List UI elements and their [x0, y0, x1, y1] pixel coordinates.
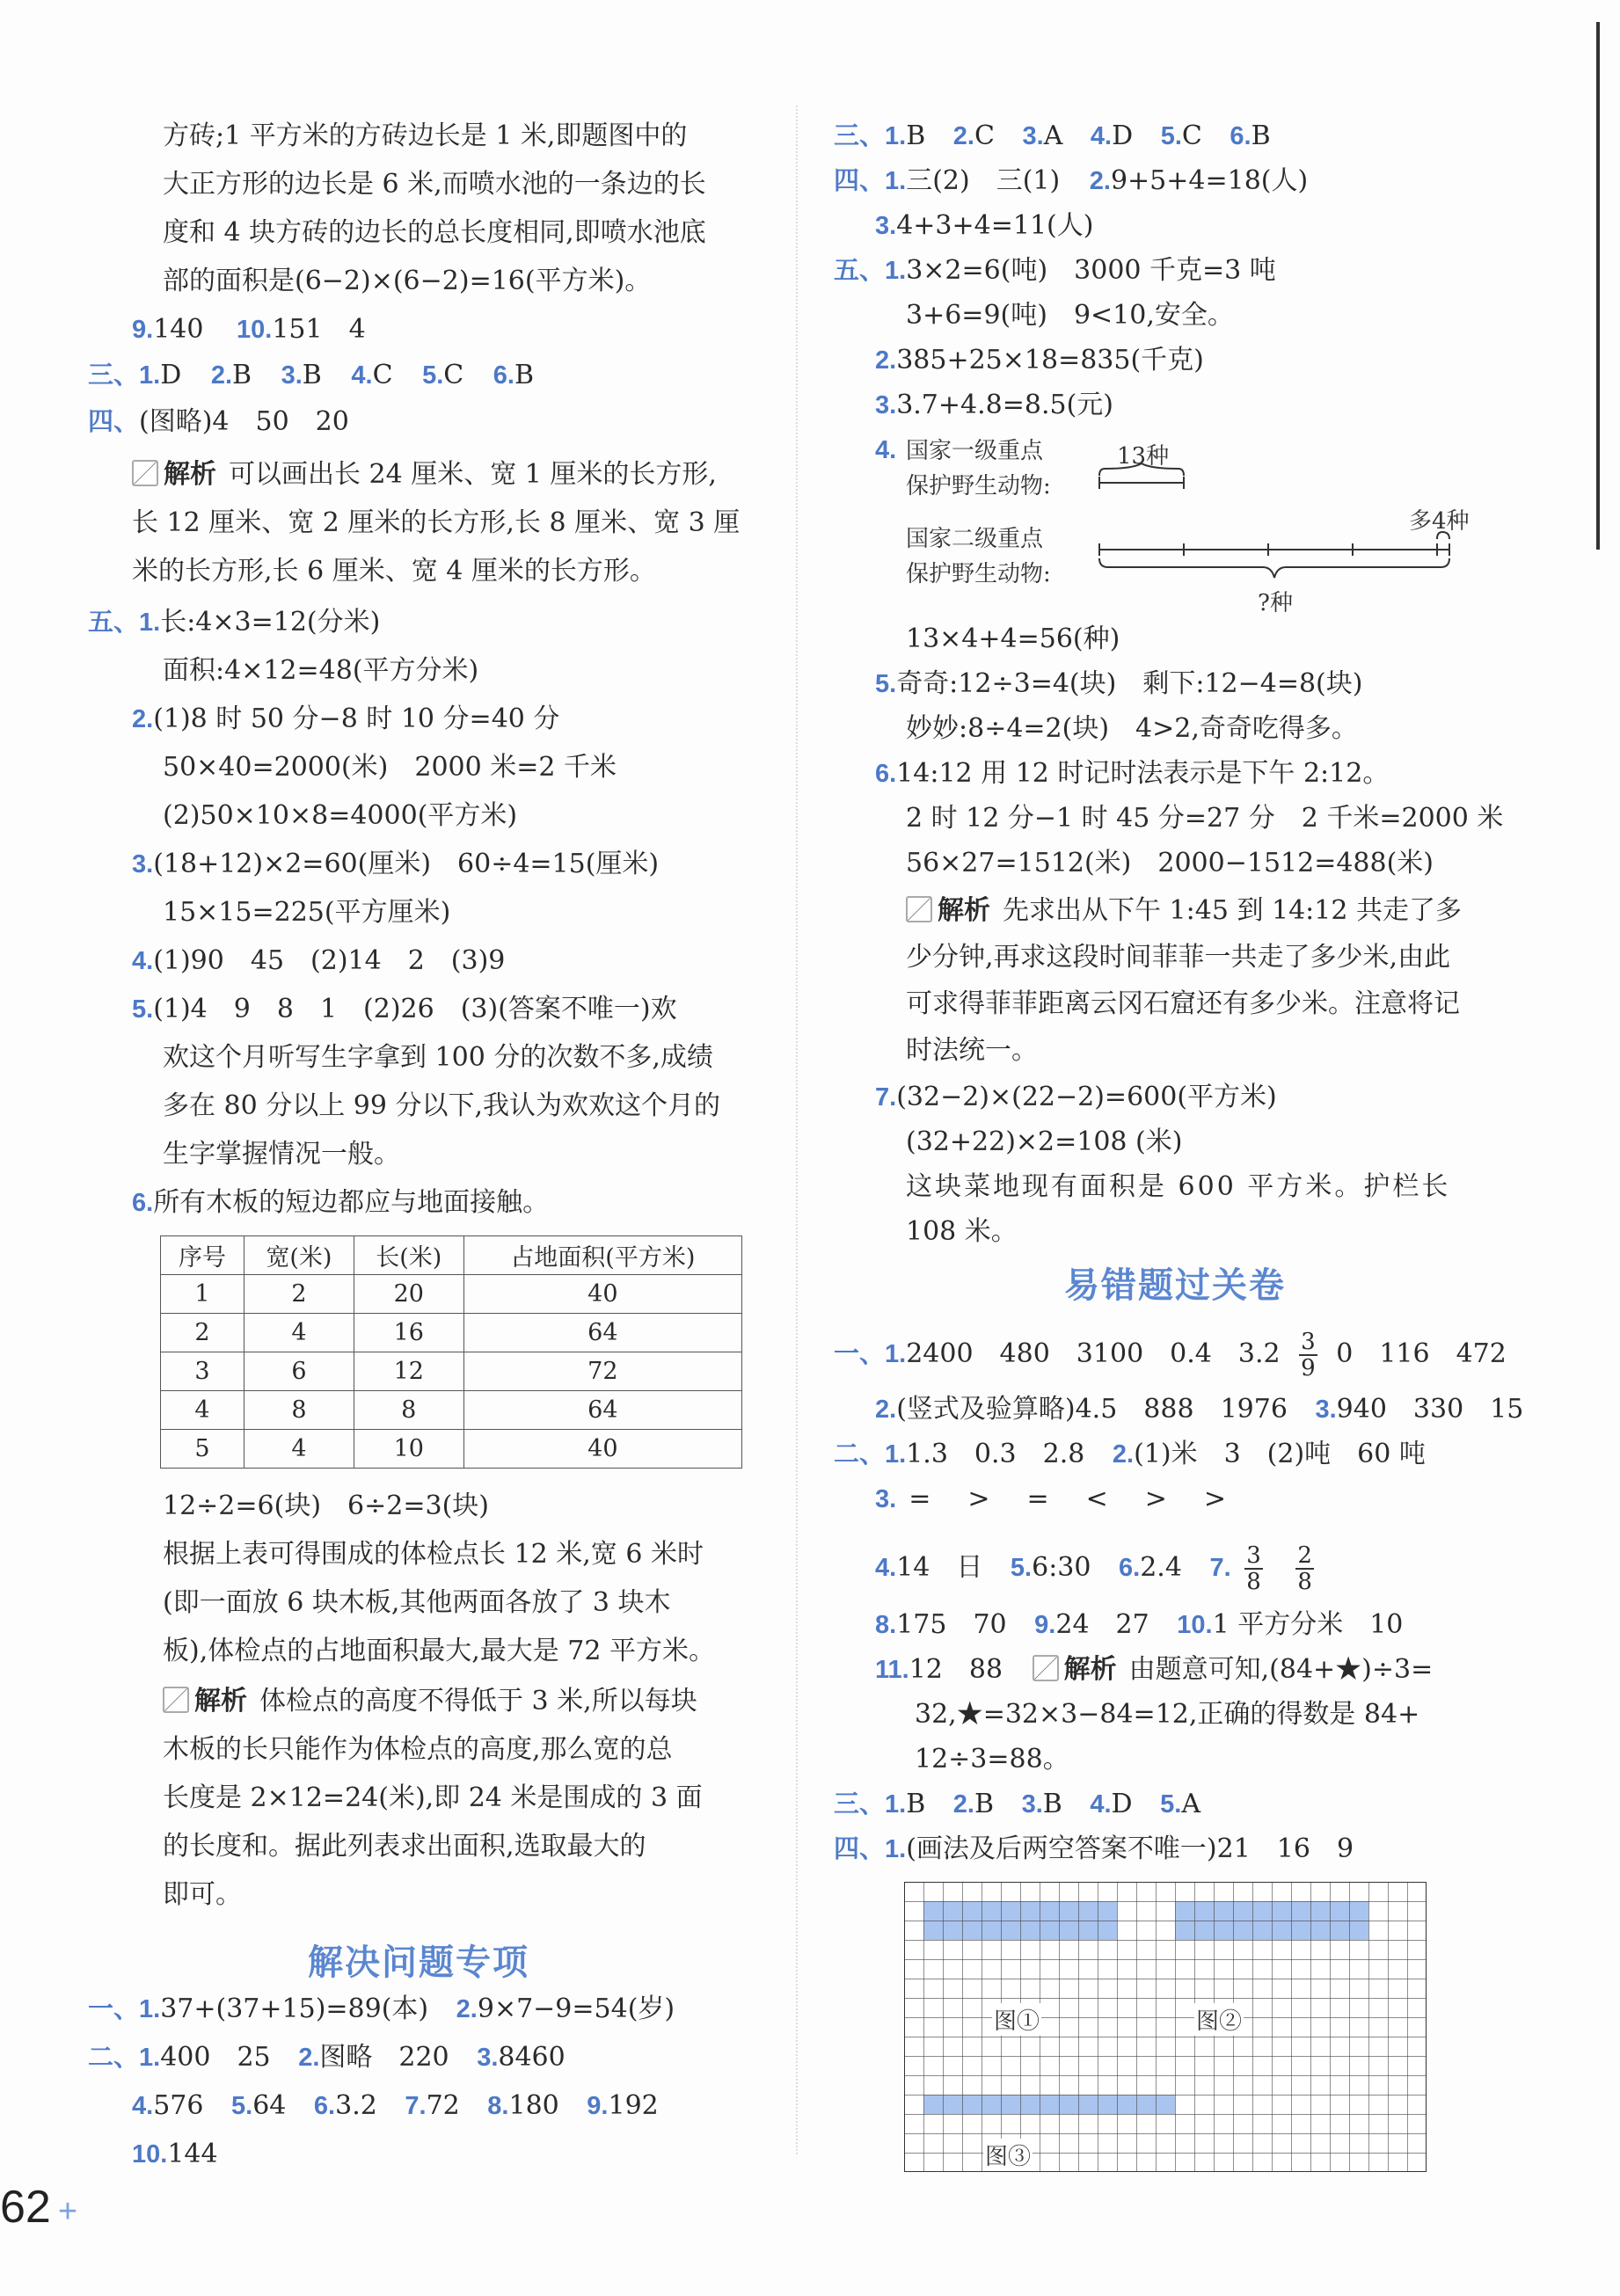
right-wu3-line: [875, 388, 1113, 423]
er11-jiexi-text-1: 由题意可知,(84+★)÷3=: [1128, 1654, 1434, 1685]
er4-ans: 14 日: [896, 1552, 983, 1583]
left-wu2-text-1: (1)8 时 50 分−8 时 10 分=40 分: [153, 703, 560, 734]
q9-num: 9.: [132, 316, 154, 344]
left-wu5-num: 5.: [132, 995, 154, 1024]
right-san2-label: 三、: [834, 1790, 886, 1819]
table-cell: 20: [354, 1275, 463, 1314]
right-san2-5-ans: A: [1181, 1789, 1201, 1819]
left-wu1-line-2: 面积:4×12=48(平方分米): [163, 655, 479, 686]
jy2-6-ans: 3.2: [335, 2090, 377, 2121]
er6-ans: 2.4: [1140, 1552, 1182, 1583]
numerator: 2: [1297, 1542, 1312, 1569]
right-wu1-num: 1.: [885, 257, 907, 285]
right-san-label: 三、: [834, 122, 886, 150]
left-san-3-num: 3.: [281, 361, 303, 390]
right-san2-2-ans: B: [974, 1789, 995, 1819]
left-san-3-ans: B: [302, 360, 322, 390]
right-wu2-line: [875, 343, 1204, 378]
right-si-row-2: [875, 208, 1093, 244]
left-wu5-line-3: 多在 80 分以上 99 分以下,我认为欢欢这个月的: [163, 1090, 721, 1121]
pen-icon: [132, 460, 158, 486]
left-wu6-jiexi-3: 长度是 2×12=24(米),即 24 米是围成的 3 面: [163, 1782, 703, 1813]
right-san-3-ans: A: [1043, 120, 1063, 151]
left-san-row: [88, 358, 534, 393]
jy2-10-num: 10.: [132, 2140, 168, 2168]
diagram-label-2a: 国家二级重点: [906, 526, 1044, 552]
fraction: [1244, 1543, 1263, 1594]
left-wu6-jiexi-5: 即可。: [163, 1879, 242, 1910]
extra-brace: [1437, 532, 1449, 539]
jiexi-tag: [132, 457, 216, 492]
right-wu6-line-2: 2 时 12 分−1 时 45 分=27 分 2 千米=2000 米: [906, 803, 1504, 834]
q9-answer: 140: [153, 314, 204, 345]
right-wu6-line-1: [875, 756, 1389, 791]
yi2-num: 2.: [875, 1396, 897, 1424]
left-wu4-line: [132, 944, 505, 979]
jy2-row-b: [132, 2088, 659, 2124]
jiexi-label: 解析: [938, 896, 990, 925]
table-cell: 72: [463, 1352, 741, 1391]
diagram-label-2b: 保护野生动物:: [906, 561, 1051, 587]
table-cell: 1: [161, 1275, 244, 1314]
table-cell: 40: [463, 1275, 741, 1314]
right-wu1-line-2: 3+6=9(吨) 9<10,安全。: [906, 300, 1234, 331]
table-cell: 2: [244, 1275, 354, 1314]
left-wu1-line-1: [88, 605, 380, 640]
jy2-3-ans: 8460: [498, 2042, 566, 2073]
er11-row: [875, 1652, 1433, 1687]
er4-num: 4.: [875, 1554, 897, 1582]
left-wu6-text: 所有木板的短边都应与地面接触。: [153, 1187, 550, 1218]
jy2-6-num: 6.: [313, 2092, 336, 2120]
intro-line-2: 大正方形的边长是 6 米,而喷水池的一条边的长: [163, 169, 706, 200]
yi1-pre: 2400 480 3100 0.4 3.2: [906, 1338, 1281, 1369]
left-san-2-ans: B: [232, 360, 252, 390]
right-si2-row: [834, 1832, 1354, 1867]
left-wu2-line-3: (2)50×10×8=4000(平方米): [163, 800, 518, 831]
numerator: 3: [1301, 1329, 1316, 1355]
right-san-2-ans: C: [974, 120, 995, 151]
left-si-jiexi-3: 米的长方形,长 6 厘米、宽 4 厘米的长方形。: [132, 556, 656, 587]
right-wu6-num: 6.: [875, 760, 897, 788]
right-si2-1-ans: (画法及后两空答案不唯一)21 16 9: [906, 1833, 1354, 1864]
yi1-post: 0 116 472: [1336, 1338, 1507, 1369]
table-cell: 8: [244, 1391, 354, 1430]
table-cell: 3: [161, 1352, 244, 1391]
right-san-4-num: 4.: [1090, 122, 1113, 150]
er10-ans: 1 平方分米 10: [1212, 1609, 1404, 1640]
table-cell: 5: [161, 1430, 244, 1469]
jiexi-label: 解析: [1063, 1655, 1117, 1684]
right-si-row-1: [834, 164, 1308, 199]
fraction: [1299, 1330, 1317, 1381]
table-cell: 64: [463, 1314, 741, 1352]
page-number: [0, 2181, 77, 2234]
right-san2-1-ans: B: [906, 1789, 926, 1819]
left-wu2-num: 2.: [132, 705, 154, 733]
jy2-3-num: 3.: [477, 2044, 499, 2072]
table-cell: 4: [244, 1314, 354, 1352]
yi2-ans: (竖式及验算略)4.5 888 1976: [896, 1394, 1288, 1425]
q10-num: 10.: [237, 316, 273, 344]
left-san-label: 三、: [88, 361, 140, 390]
er1-num: 1.: [885, 1440, 907, 1469]
right-si2-num: 2.: [1089, 167, 1111, 195]
right-san-6-num: 6.: [1230, 122, 1251, 150]
grid-label-3: 图③: [983, 2139, 1033, 2171]
er1-ans: 1.3 0.3 2.8: [906, 1439, 1085, 1469]
page-number-text: 62: [0, 2182, 51, 2233]
right-san-5-num: 5.: [1160, 122, 1182, 150]
right-san-row: [834, 119, 1271, 154]
table-header: 序号: [161, 1236, 244, 1275]
jy2-5-num: 5.: [231, 2092, 253, 2120]
right-si2-label: 四、: [834, 1835, 886, 1863]
left-wu5-line-4: 生字掌握情况一般。: [163, 1139, 400, 1170]
table-header: 占地面积(平方米): [463, 1236, 741, 1275]
table-row: [161, 1352, 742, 1391]
er2-ans: (1)米 3 (2)吨 60 吨: [1134, 1439, 1426, 1469]
jiexi-tag: [1033, 1652, 1117, 1687]
jy2-row-a: [88, 2040, 566, 2075]
right-wu4-eq: 13×4+4=56(种): [906, 623, 1120, 654]
jy1-row: [88, 1992, 675, 2027]
left-wu2-line-2: 50×40=2000(米) 2000 米=2 千米: [163, 752, 617, 783]
column-divider: [796, 106, 798, 2154]
right-wu7-line-3: 这块菜地现有面积是 600 平方米。护栏长: [906, 1171, 1451, 1202]
er5-num: 5.: [1010, 1554, 1033, 1582]
right-wu7-line-2: (32+22)×2=108 (米): [906, 1126, 1183, 1157]
left-wu3-num: 3.: [132, 850, 154, 878]
jy2-9-ans: 192: [608, 2090, 659, 2121]
right-wu5-line-2: 妙妙:8÷4=2(块) 4>2,奇奇吃得多。: [906, 713, 1358, 744]
right-si-label: 四、: [834, 167, 886, 195]
left-wu1-text-1: 长:4×3=12(分米): [160, 607, 381, 638]
pen-icon: [163, 1687, 189, 1713]
left-wu4-num: 4.: [132, 947, 154, 975]
er2-num: 2.: [1112, 1440, 1135, 1469]
right-si3-num: 3.: [875, 212, 897, 240]
after-table-line-2: 根据上表可得围成的体检点长 12 米,宽 6 米时: [163, 1539, 704, 1570]
right-san2-5-num: 5.: [1160, 1790, 1182, 1819]
right-wu6-jiexi-4: 时法统一。: [906, 1035, 1038, 1066]
er11-jiexi-3: 12÷3=88。: [915, 1744, 1069, 1775]
jy2-2-ans: 图略 220: [319, 2042, 449, 2073]
left-san-5-num: 5.: [422, 361, 444, 390]
left-wu5-text-1: (1)4 9 8 1 (2)26 (3)(答案不唯一)欢: [153, 994, 677, 1024]
left-si-jiexi-text-1: 可以画出长 24 厘米、宽 1 厘米的长方形,: [229, 459, 717, 490]
er8-row: [875, 1607, 1403, 1643]
right-san2-4-num: 4.: [1090, 1790, 1112, 1819]
jiexi-label: 解析: [194, 1687, 247, 1716]
diagram-more-label: 多4种: [1409, 508, 1470, 535]
table-header: 长(米): [354, 1236, 463, 1275]
er3-num: 3.: [875, 1485, 897, 1513]
yi3-ans: 940 330 15: [1336, 1394, 1524, 1425]
er9-num: 9.: [1034, 1611, 1056, 1639]
yi1-row: [834, 1330, 1507, 1381]
intro-line-1: 方砖;1 平方米的方砖边长是 1 米,即题图中的: [163, 120, 688, 151]
er4-row: [875, 1543, 1314, 1594]
jy2-4-num: 4.: [132, 2092, 154, 2120]
yi1-num: 1.: [885, 1340, 907, 1368]
er8-num: 8.: [875, 1611, 897, 1639]
after-table-line-4: 板),体检点的占地面积最大,最大是 72 平方米。: [163, 1636, 716, 1666]
left-san-5-ans: C: [443, 360, 464, 390]
er6-num: 6.: [1119, 1554, 1141, 1582]
jy1-1-ans: 37+(37+15)=89(本): [160, 1994, 429, 2024]
right-si1-num: 1.: [885, 167, 907, 195]
intro-line-4: 部的面积是(6−2)×(6−2)=16(平方米)。: [163, 266, 652, 296]
table-cell: 64: [463, 1391, 741, 1430]
diagram-bracket-label-1: 13种: [1117, 443, 1170, 470]
left-si-label: 四、: [88, 408, 140, 436]
jy2-7-num: 7.: [405, 2092, 427, 2120]
left-wu3-line-1: [132, 847, 659, 882]
bottom-brace: [1099, 558, 1449, 578]
table-cell: 2: [161, 1314, 244, 1352]
left-san-1-num: 1.: [139, 361, 161, 390]
right-wu5-line-1: [875, 667, 1362, 702]
grid-lines: [904, 1882, 1427, 2172]
er-label: 二、: [834, 1440, 886, 1469]
yi-label: 一、: [834, 1340, 886, 1368]
table-cell: 8: [354, 1391, 463, 1430]
jy2-row-c: [132, 2137, 218, 2172]
right-san2-1-num: 1.: [885, 1790, 907, 1819]
jy2-1-num: 1.: [139, 2044, 161, 2072]
right-wu7-num: 7.: [875, 1083, 897, 1112]
left-wu6-line: [132, 1185, 549, 1221]
er5-ans: 6:30: [1032, 1552, 1091, 1583]
left-san-6-ans: B: [514, 360, 535, 390]
left-san-1-ans: D: [160, 360, 182, 390]
left-wu6-jiexi-2: 木板的长只能作为体检点的高度,那么宽的总: [163, 1734, 673, 1765]
left-wu6-jiexi-4: 的长度和。据此列表求出面积,选取最大的: [163, 1831, 646, 1862]
right-wu1-line-1: [834, 253, 1276, 288]
right-wu3-num: 3.: [875, 391, 897, 419]
er1-row: [834, 1437, 1426, 1472]
right-san2-2-num: 2.: [952, 1790, 974, 1819]
left-wu5-line-2: 欢这个月听写生字拿到 100 分的次数不多,成绩: [163, 1042, 713, 1073]
right-san2-3-num: 3.: [1021, 1790, 1043, 1819]
diagram-label-1a: 国家一级重点: [906, 438, 1044, 464]
right-wu6-jiexi-2: 少分钟,再求这段时间菲菲一共走了多少米,由此: [906, 942, 1451, 973]
right-wu7-line-1: [875, 1080, 1277, 1115]
jy2-label: 二、: [88, 2044, 140, 2072]
left-wu4-text: (1)90 45 (2)14 2 (3)9: [153, 945, 506, 976]
right-wu6-jiexi-1: [906, 893, 1462, 929]
jy2-1-ans: 400 25: [160, 2042, 271, 2073]
er8-ans: 175 70: [896, 1609, 1007, 1640]
left-wu2-line-1: [132, 702, 559, 737]
table-header: 宽(米): [244, 1236, 354, 1275]
grid-figure: [904, 1882, 1427, 2172]
er9-ans: 24 27: [1055, 1609, 1149, 1640]
right-wu6-jiexi-text-1: 先求出从下午 1:45 到 14:12 共走了多: [1003, 895, 1462, 926]
jiexi-tag: [163, 1684, 247, 1719]
denominator: 8: [1297, 1569, 1312, 1595]
jy2-4-ans: 576: [153, 2090, 204, 2121]
intro-line-3: 度和 4 块方砖的边长的总长度相同,即喷水池底: [163, 217, 706, 248]
table-cell: 10: [354, 1430, 463, 1469]
left-wu5-line-1: [132, 992, 677, 1027]
er3-ans: = > = < > >: [909, 1483, 1232, 1514]
right-wu2-text: 385+25×18=835(千克): [896, 345, 1204, 375]
after-table-line-1: 12÷2=6(块) 6÷2=3(块): [163, 1491, 489, 1521]
data-table: [160, 1235, 742, 1469]
left-san-6-num: 6.: [493, 361, 514, 390]
er11-jiexi-2: 32,★=32×3−84=12,正确的得数是 84+: [915, 1699, 1420, 1730]
pen-icon: [1033, 1655, 1059, 1681]
table-header-row: [161, 1236, 742, 1275]
jy2-8-ans: 180: [508, 2090, 559, 2121]
right-wu2-num: 2.: [875, 346, 897, 375]
right-wu7-line-4: 108 米。: [906, 1216, 1018, 1247]
jy2-5-ans: 64: [252, 2090, 287, 2121]
after-table-line-3: (即一面放 6 块木板,其他两面各放了 3 块木: [163, 1587, 671, 1618]
jy2-2-num: 2.: [298, 2044, 320, 2072]
right-san2-4-ans: D: [1111, 1789, 1133, 1819]
right-si2-ans: 9+5+4=18(人): [1110, 165, 1309, 196]
jiexi-label: 解析: [164, 460, 216, 489]
jiexi-tag: [906, 893, 990, 929]
right-si2-1-num: 1.: [885, 1835, 907, 1863]
right-wu4-num: 4.: [875, 436, 897, 464]
left-si-jiexi-2: 长 12 厘米、宽 2 厘米的长方形,长 8 厘米、宽 3 厘: [132, 507, 741, 538]
plus-icon: +: [57, 2193, 78, 2230]
right-san-1-ans: B: [906, 120, 926, 151]
denominator: 9: [1301, 1355, 1316, 1381]
left-wu3-text-1: (18+12)×2=60(厘米) 60÷4=15(厘米): [153, 849, 660, 879]
left-si-jiexi-1: [132, 457, 717, 492]
right-wu7-text-1: (32−2)×(22−2)=600(平方米): [896, 1082, 1277, 1112]
grid-label-1: 图①: [992, 2003, 1041, 2036]
jy2-7-ans: 72: [426, 2090, 460, 2121]
left-san-2-num: 2.: [210, 361, 232, 390]
numerator: 3: [1246, 1542, 1261, 1569]
table-cell: 6: [244, 1352, 354, 1391]
jy1-1-num: 1.: [139, 1995, 161, 2023]
right-wu-label: 五、: [834, 257, 886, 285]
table-cell: 4: [161, 1391, 244, 1430]
right-si3-ans: 4+3+4=11(人): [896, 210, 1094, 241]
table-row: [161, 1275, 742, 1314]
denominator: 8: [1246, 1569, 1261, 1595]
right-wu3-text: 3.7+4.8=8.5(元): [896, 390, 1113, 420]
diagram-q-label: ?种: [1258, 590, 1293, 616]
table-row: [161, 1430, 742, 1469]
top-brace: [1099, 463, 1184, 476]
grid-label-2: 图②: [1194, 2003, 1244, 2036]
right-san-3-num: 3.: [1022, 122, 1044, 150]
left-san-4-num: 4.: [351, 361, 373, 390]
left-wu1-num: 1.: [139, 609, 161, 637]
right-wu5-num: 5.: [875, 670, 897, 698]
right-san-2-num: 2.: [952, 122, 974, 150]
er11-num: 11.: [875, 1656, 909, 1684]
jy1-label: 一、: [88, 1995, 140, 2023]
right-san-6-ans: B: [1251, 120, 1271, 151]
jy1-2-ans: 9×7−9=54(岁): [477, 1994, 675, 2024]
table-row: [161, 1314, 742, 1352]
left-san-4-ans: C: [372, 360, 393, 390]
right-wu5-text-1: 奇奇:12÷3=4(块) 剩下:12−4=8(块): [896, 668, 1363, 699]
left-wu6-num: 6.: [132, 1189, 154, 1217]
right-si1-ans: 三(2) 三(1): [906, 165, 1061, 196]
fraction: [1295, 1543, 1314, 1594]
pen-icon: [906, 896, 932, 922]
er3-row: [875, 1482, 1231, 1517]
table-cell: 40: [463, 1430, 741, 1469]
left-wu6-jiexi-1: [163, 1684, 697, 1719]
section-title-problem-solving: 解决问题专项: [308, 1942, 529, 1983]
left-wu6-jiexi-text-1: 体检点的高度不得低于 3 米,所以每块: [259, 1686, 697, 1717]
right-san2-row: [834, 1787, 1200, 1822]
table-cell: 4: [244, 1430, 354, 1469]
right-san-4-ans: D: [1112, 120, 1134, 151]
jy2-9-num: 9.: [587, 2092, 609, 2120]
jy1-2-num: 2.: [456, 1995, 478, 2023]
right-wu6-jiexi-3: 可求得菲菲距离云冈石窟还有多少米。注意将记: [906, 988, 1460, 1019]
table-row: [161, 1391, 742, 1430]
er11-ans: 12 88: [909, 1654, 1003, 1685]
table-cell: 12: [354, 1352, 463, 1391]
right-wu6-line-3: 56×27=1512(米) 2000−1512=488(米): [906, 848, 1434, 878]
line-segment-diagram: [1091, 462, 1460, 594]
jy2-8-num: 8.: [487, 2092, 509, 2120]
left-si-row: [88, 405, 349, 440]
er7-num: 7.: [1209, 1554, 1231, 1582]
right-wu4-num-line: [875, 433, 896, 468]
left-wu3-line-2: 15×15=225(平方厘米): [163, 897, 451, 928]
yi2-row: [875, 1392, 1523, 1427]
right-wu6-text-1: 14:12 用 12 时记时法表示是下午 2:12。: [896, 758, 1390, 789]
q9-q10: [132, 312, 366, 347]
page-edge: [1596, 22, 1600, 550]
q10-answer: 151 4: [272, 314, 366, 345]
er10-num: 10.: [1177, 1611, 1213, 1639]
section-title-error-review: 易错题过关卷: [1064, 1265, 1286, 1306]
right-san-1-num: 1.: [885, 122, 907, 150]
right-san-5-ans: C: [1181, 120, 1202, 151]
diagram-label-1b: 保护野生动物:: [906, 473, 1051, 499]
right-san2-3-ans: B: [1042, 1789, 1062, 1819]
left-wu-label: 五、: [88, 609, 140, 637]
table-cell: 16: [354, 1314, 463, 1352]
right-wu1-text-1: 3×2=6(吨) 3000 千克=3 吨: [906, 255, 1276, 286]
yi3-num: 3.: [1315, 1396, 1337, 1424]
left-si-text: (图略)4 50 20: [139, 406, 349, 437]
jy2-10-ans: 144: [167, 2139, 218, 2169]
